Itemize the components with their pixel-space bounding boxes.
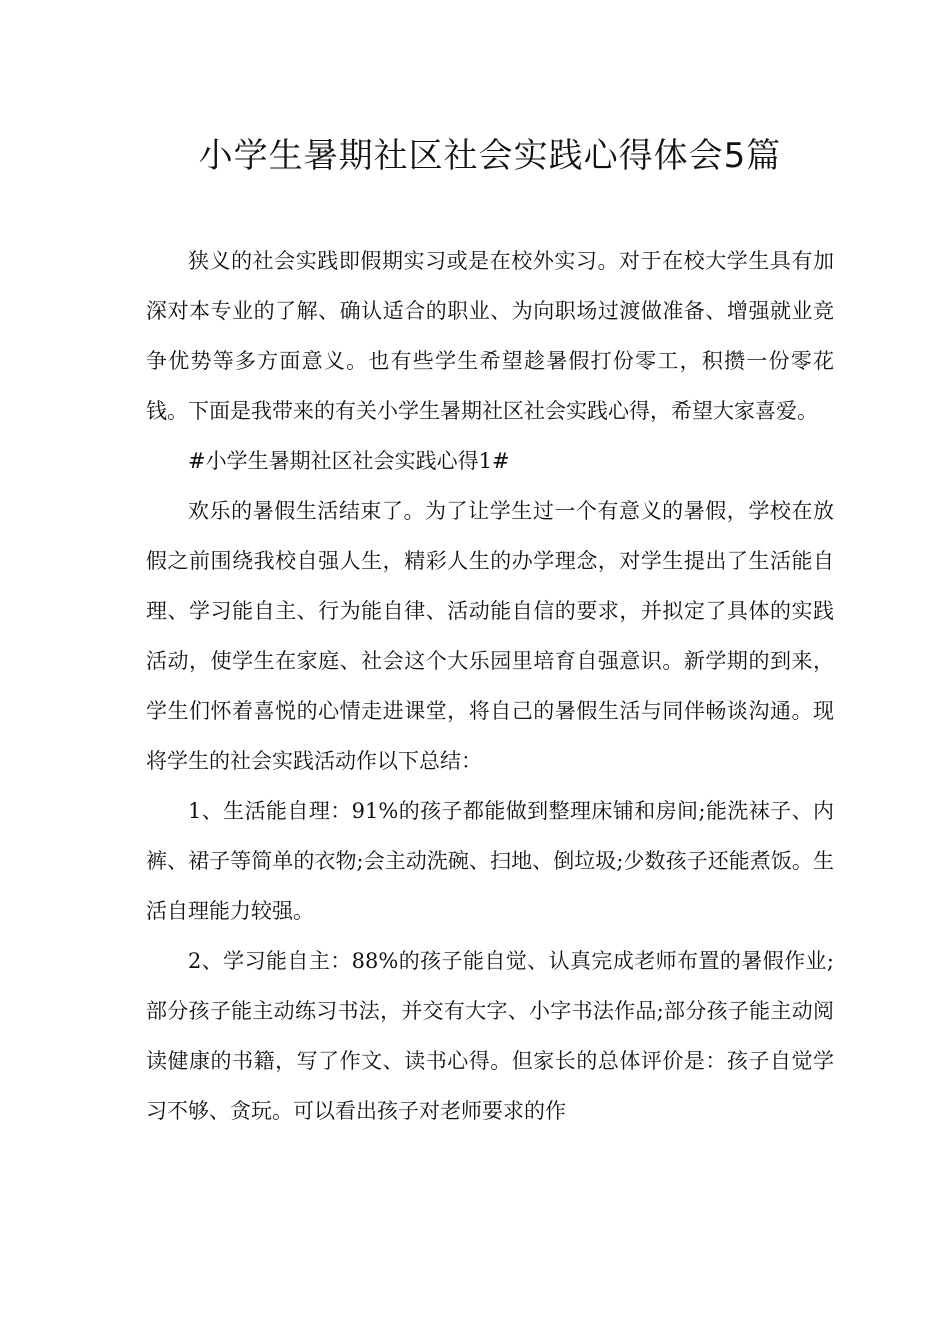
- document-title: 小学生暑期社区社会实践心得体会5篇: [198, 136, 782, 176]
- paragraph-item-2: 2、学习能自主：88%的孩子能自觉、认真完成老师布置的暑假作业;部分孩子能主动练习书法，并交有大字、小字书法作品;部分孩子能主动阅读健康的书籍，写了作文、读书心得。但家长的总体评价是：孩子自觉学习不够、贪玩。可以看出孩子对老师要求的作: [146, 949, 834, 1123]
- paragraph-intro: 狭义的社会实践即假期实习或是在校外实习。对于在校大学生具有加深对本专业的了解、确认适合的职业、为向职场过渡做准备、增强就业竞争优势等多方面意义。也有些学生希望趁暑假打份零工，积攒一份零花钱。下面是我带来的有关小学生暑期社区社会实践心得，希望大家喜爱。: [146, 249, 834, 423]
- paragraph-summary: 欢乐的暑假生活结束了。为了让学生过一个有意义的暑假，学校在放假之前围绕我校自强人生，精彩人生的办学理念，对学生提出了生活能自理、学习能自主、行为能自律、活动能自信的要求，并拟定了具体的实践活动，使学生在家庭、社会这个大乐园里培育自强意识。新学期的到来，学生们怀着喜悦的心情走进课堂，将自己的暑假生活与同伴畅谈沟通。现将学生的社会实践活动作以下总结：: [146, 499, 834, 773]
- paragraph-item-1: 1、生活能自理：91%的孩子都能做到整理床铺和房间;能洗袜子、内裤、裙子等简单的衣物;会主动洗碗、扫地、倒垃圾;少数孩子还能煮饭。生活自理能力较强。: [146, 799, 834, 923]
- document-body: [146, 236, 834, 1136]
- section-heading: #小学生暑期社区社会实践心得1#: [188, 449, 510, 473]
